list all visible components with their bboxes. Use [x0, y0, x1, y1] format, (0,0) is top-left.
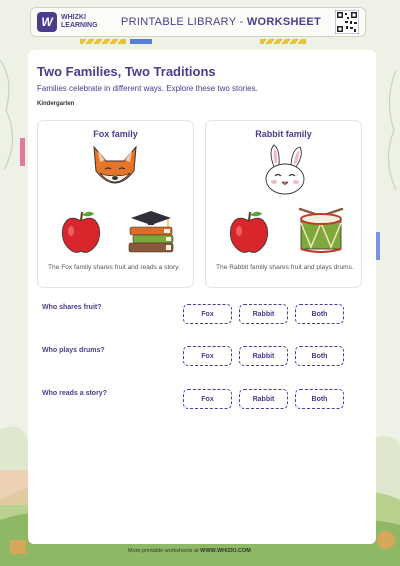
- answer-option-both[interactable]: Both: [295, 346, 344, 366]
- question-text: Who shares fruit?: [42, 304, 102, 311]
- rabbit-face-icon: [260, 143, 310, 195]
- library-header: [30, 7, 366, 37]
- worksheet-title: Two Families, Two Traditions: [37, 64, 216, 79]
- fox-family-card: [37, 120, 194, 288]
- answer-option-fox[interactable]: Fox: [183, 304, 232, 324]
- card-description: The Rabbit family shares fruit and plays drums.: [216, 264, 354, 271]
- answer-option-rabbit[interactable]: Rabbit: [239, 389, 288, 409]
- card-description: The Fox family shares fruit and reads a story.: [48, 264, 180, 271]
- answer-option-rabbit[interactable]: Rabbit: [239, 346, 288, 366]
- worksheet-subtitle: Families celebrate in different ways. Explore these two stories.: [37, 84, 258, 93]
- fox-face-icon: [90, 145, 140, 193]
- card-title: Fox family: [93, 129, 138, 139]
- answer-option-fox[interactable]: Fox: [183, 389, 232, 409]
- answer-option-fox[interactable]: Fox: [183, 346, 232, 366]
- drum-icon: [296, 207, 346, 255]
- card-title: Rabbit family: [255, 129, 312, 139]
- stripe-decoration-right: [260, 39, 306, 44]
- question-text: Who reads a story?: [42, 390, 107, 397]
- footer-text: More printable worksheets at WWW.WHIZKI.COM: [128, 548, 251, 554]
- rabbit-family-card: [205, 120, 362, 288]
- whizki-logo[interactable]: [37, 12, 98, 32]
- footer-link[interactable]: WWW.WHIZKI.COM: [200, 548, 251, 554]
- w-logo-icon: W: [37, 12, 57, 32]
- qr-code-icon: [335, 10, 359, 34]
- books-icon: [126, 209, 176, 255]
- answer-option-both[interactable]: Both: [295, 304, 344, 324]
- grade-label: Kindergarten: [37, 101, 75, 107]
- answer-option-rabbit[interactable]: Rabbit: [239, 304, 288, 324]
- stripe-decoration-left: [80, 39, 126, 44]
- brand-subname: LEARNING: [61, 22, 98, 29]
- answer-option-both[interactable]: Both: [295, 389, 344, 409]
- question-text: Who plays drums?: [42, 347, 105, 354]
- brand-name: WHIZKI: [61, 14, 86, 21]
- apple-icon: [228, 209, 270, 255]
- apple-icon: [60, 209, 102, 255]
- stripe-decoration-mid: [130, 39, 152, 44]
- library-title: PRINTABLE LIBRARY - WORKSHEET: [121, 16, 322, 28]
